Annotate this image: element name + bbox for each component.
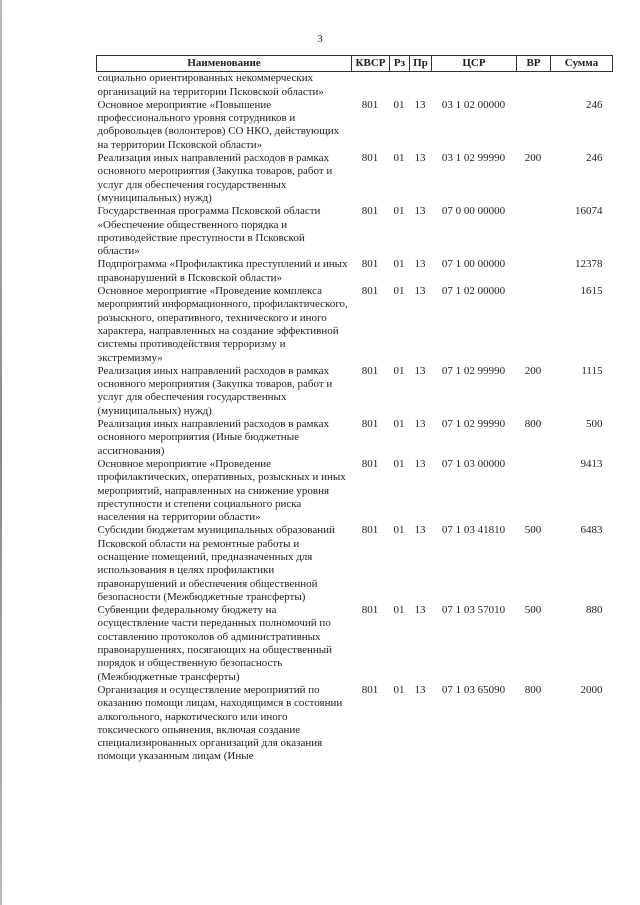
row-rz-cell: 01 [393,457,405,470]
row-csr-cell: 07 1 00 00000 [441,258,506,271]
budget-table [96,55,613,764]
row-name-cell: Субсидии бюджетам муниципальных образований Псковской области на ремонтные работы и оснащение помещений, предназначенных для использования в целях профилактики правонарушений и обеспечения общественной безопасности (Межбюджетные трансферты) [97,524,335,603]
row-csr-cell: 07 1 02 00000 [441,285,506,298]
row-name-cell: Основное мероприятие «Проведение комплекса мероприятий информационного, профилактического, розыскного, оперативного, технического и иного характера, направленных на создание эффективной системы противодействия терроризму и экстремизму» [97,285,348,364]
row-name-cell: Государственная программа Псковской области «Обеспечение общественного порядка и противодействие преступности в Псковской области» [97,205,321,258]
header-rz: Рз [390,56,410,72]
table-row [97,418,613,458]
row-name-cell: Реализация иных направлений расходов в рамках основного мероприятия (Иные бюджетные ассигнования) [97,418,330,457]
table-header-row [97,56,613,72]
row-csr-cell [432,72,517,99]
row-sum-cell: 2000 [580,683,603,696]
header-vr: ВР [517,56,551,72]
row-pr-cell: 13 [414,364,426,377]
row-name-cell: Реализация иных направлений расходов в рамках основного мероприятия (Закупка товаров, работ и услуг для обеспечения государственных (муниципальных) нужд) [97,364,333,417]
row-vr-cell: 200 [524,364,542,377]
table-row [97,365,613,418]
table-row [97,258,613,285]
row-kvsr-cell: 801 [361,98,379,111]
row-pr-cell: 13 [414,418,426,431]
row-kvsr-cell: 801 [361,364,379,377]
row-vr-cell: 800 [524,418,542,431]
row-rz-cell: 01 [393,258,405,271]
row-pr-cell: 13 [414,683,426,696]
header-kvsr: КВСР [352,56,390,72]
row-name-cell: Основное мероприятие «Проведение профилактических, оперативных, розыскных и иных мероприятий, направленных на снижение уровня преступности и степени социального риска населения на территории области» [97,457,346,524]
row-sum-cell: 500 [586,418,603,431]
row-vr-cell [517,258,551,285]
row-csr-cell: 07 1 03 65090 [441,683,506,696]
row-vr-cell [517,72,551,99]
header-pr: Пр [410,56,432,72]
row-rz-cell: 01 [393,98,405,111]
row-kvsr-cell [352,72,390,99]
header-sum: Сумма [551,56,613,72]
row-kvsr-cell: 801 [361,418,379,431]
row-csr-cell: 07 1 03 00000 [441,457,506,470]
row-sum-cell [551,72,613,99]
row-pr-cell: 13 [414,457,426,470]
table-row [97,524,613,604]
row-vr-cell: 800 [524,683,542,696]
row-csr-cell: 07 0 00 00000 [441,205,506,218]
row-csr-cell: 03 1 02 00000 [441,98,506,111]
row-rz-cell: 01 [393,205,405,218]
row-csr-cell: 07 1 02 99990 [441,364,506,377]
row-name-cell: Субвенции федеральному бюджету на осуществление части переданных полномочий по составлению протоколов об административных правонарушениях, посягающих на общественный порядок и общественную безопасность (Межбюджетные трансферты) [97,604,333,683]
table-row [97,152,613,205]
row-kvsr-cell: 801 [361,258,379,271]
row-csr-cell: 07 1 02 99990 [441,418,506,431]
row-rz-cell: 01 [393,524,405,537]
row-rz-cell: 01 [393,604,405,617]
row-rz-cell: 01 [393,152,405,165]
row-rz-cell: 01 [393,683,405,696]
row-rz-cell [390,72,410,99]
row-name-cell: социально ориентированных некоммерческих организаций на территории Псковской области» [97,72,324,98]
row-rz-cell: 01 [393,418,405,431]
row-sum-cell: 880 [586,604,603,617]
table-row [97,684,613,764]
row-vr-cell [517,205,551,258]
row-pr-cell: 13 [414,285,426,298]
row-sum-cell: 16074 [575,205,603,218]
row-vr-cell: 500 [524,604,542,617]
row-pr-cell: 13 [414,524,426,537]
row-kvsr-cell: 801 [361,604,379,617]
row-vr-cell [517,458,551,524]
row-pr-cell: 13 [414,205,426,218]
row-rz-cell: 01 [393,285,405,298]
row-name-cell: Подпрограмма «Профилактика преступлений и иных правонарушений в Псковской области» [97,258,348,284]
row-name-cell: Основное мероприятие «Повышение профессионального уровня сотрудников и добровольцев (волонтеров) СО НКО, действующих на территории Псковской области» [97,98,340,151]
row-pr-cell: 13 [414,98,426,111]
row-kvsr-cell: 801 [361,683,379,696]
row-csr-cell: 03 1 02 99990 [441,152,506,165]
row-sum-cell: 246 [586,152,603,165]
scan-edge [0,0,2,905]
row-name-cell: Реализация иных направлений расходов в рамках основного мероприятия (Закупка товаров, работ и услуг для обеспечения государственных (муниципальных) нужд) [97,152,333,204]
row-vr-cell: 200 [524,152,542,165]
row-sum-cell: 1115 [581,364,603,377]
row-kvsr-cell: 801 [361,285,379,298]
row-sum-cell: 6483 [580,524,603,537]
table-row [97,205,613,258]
row-sum-cell: 1615 [580,285,603,298]
row-vr-cell [517,99,551,152]
row-kvsr-cell: 801 [361,152,379,165]
page-number: 3 [317,33,323,45]
row-csr-cell: 07 1 03 41810 [441,524,506,537]
row-sum-cell: 9413 [580,457,603,470]
row-rz-cell: 01 [393,364,405,377]
row-name-cell: Организация и осуществление мероприятий по оказанию помощи лицам, находящимся в состоянии алкогольного, наркотического или иного токсического опьянения, включая создание специализированных организаций для оказания помощи указанным лицам (Иные [97,683,343,763]
row-pr-cell: 13 [414,258,426,271]
row-pr-cell: 13 [414,604,426,617]
table-row [97,285,613,365]
table-row [97,458,613,524]
row-sum-cell: 12378 [575,258,603,271]
row-kvsr-cell: 801 [361,524,379,537]
row-pr-cell: 13 [414,152,426,165]
row-kvsr-cell: 801 [361,457,379,470]
row-kvsr-cell: 801 [361,205,379,218]
row-csr-cell: 07 1 03 57010 [441,604,506,617]
header-name: Наименование [97,56,352,72]
row-vr-cell [517,285,551,365]
header-csr: ЦСР [432,56,517,72]
table-body [97,72,613,764]
table-row [97,72,613,99]
row-vr-cell: 500 [524,524,542,537]
row-sum-cell: 246 [586,98,603,111]
table-row [97,604,613,684]
table-row [97,99,613,152]
row-pr-cell [410,72,432,99]
